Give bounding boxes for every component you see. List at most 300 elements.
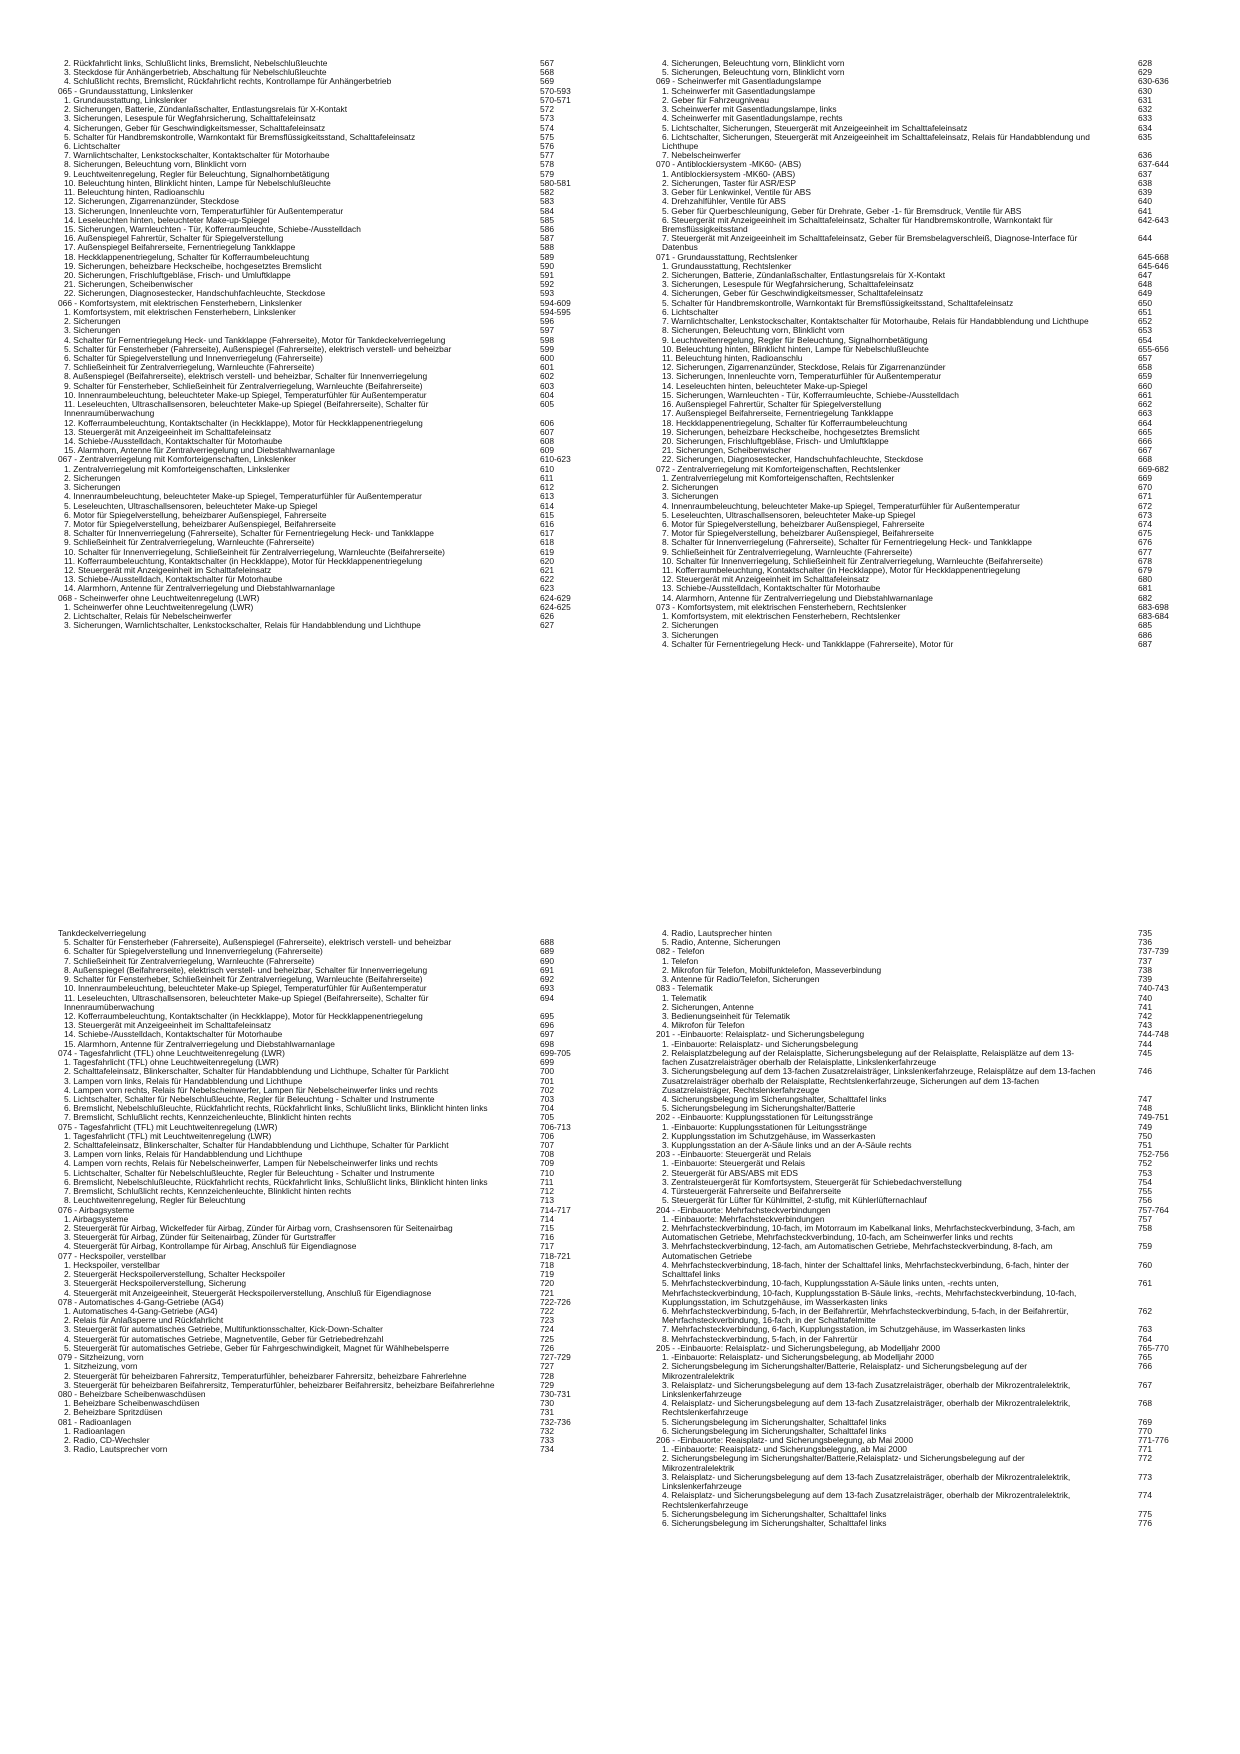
toc-entry-page: 644	[1138, 233, 1152, 244]
toc-entry-page: 774	[1138, 1490, 1152, 1501]
toc-entry-page: 731	[540, 1407, 554, 1418]
toc-entry-title: 2. Relais für Anlaßsperre und Rückfahrlicht	[64, 1315, 224, 1326]
toc-entry-page: 718-721	[540, 1250, 571, 1261]
toc-entry-title: 5. Lichtschalter, Sicherungen, Steuergerät mit Anzeigeeinheit im Schalttafeleinsatz	[662, 122, 968, 133]
toc-entry-page: 604	[540, 389, 554, 400]
toc-section-heading	[656, 984, 1180, 993]
toc-entry	[58, 474, 582, 483]
toc-entry-title: 7. Bremslicht, Schlußlicht rechts, Kennzeichenleuchte, Blinklicht hinten rechts	[64, 1186, 352, 1197]
toc-entry-page: 730	[540, 1398, 554, 1409]
toc-entry-title: 7. Steuergerät mit Anzeigeeinheit im Schalttafeleinsatz, Geber für Bremsbelagverschleiß, Diagnose-Interface für Datenbus	[662, 233, 1078, 253]
toc-entry-page: 617	[540, 528, 554, 539]
toc-entry-page: 752	[1138, 1158, 1152, 1169]
toc-entry-title: 7. Schließeinheit für Zentralverriegelung, Warnleuchte (Fahrerseite)	[64, 955, 315, 966]
toc-entry-title: 5. Steuergerät für automatisches Getriebe, Geber für Fahrgeschwindigkeit, Magnet für Wählhebelsperre	[64, 1342, 449, 1353]
toc-entry-page: 734	[540, 1444, 554, 1455]
toc-entry-page: 650	[1138, 297, 1152, 308]
toc-entry-title: 3. Lampen vorn links, Relais für Handabblendung und Lichthupe	[64, 1075, 303, 1086]
toc-entry-title: 20. Sicherungen, Frischluftgebläse, Frisch- und Umluftklappe	[64, 270, 291, 281]
toc-entry-title: 2. Steuergerät für beheizbaren Fahrersitz, Temperaturfühler, beheizbarer Fahrersitz, beheizbare Fahrerlehne	[64, 1370, 467, 1381]
toc-entry-title: 5. Mehrfachsteckverbindung, 10-fach, Kupplungsstation A-Säule links unten, -rechts unten, Mehrfachsteckverbindung, 10-fach, Kupplungsstation B-Säule links, -rechts, Mehrfachsteckverbindung, 10-fach, Kupplungsstation, im Schutzgehäuse, im Wasserkasten links	[662, 1278, 1077, 1307]
toc-entry-page: 763	[1138, 1324, 1152, 1335]
toc-entry-title: 3. Bedienungseinheit für Telematik	[662, 1010, 790, 1021]
toc-entry-page: 575	[540, 131, 554, 142]
toc-entry-title: 6. Schalter für Spiegelverstellung und Innenverriegelung (Fahrerseite)	[64, 353, 323, 363]
toc-entry-title: 9. Leuchtweitenregelung, Regler für Beleuchtung, Signalhornbetätigung	[64, 168, 330, 179]
toc-entry-title: 9. Leuchtweitenregelung, Regler für Beleuchtung, Signalhornbetätigung	[662, 334, 928, 345]
toc-entry-title: 11. Beleuchtung hinten, Radioanschlu	[64, 187, 205, 198]
toc-block-top-left	[58, 59, 582, 631]
toc-entry-title: 2. Sicherungen, Taster für ASR/ESP	[662, 177, 796, 188]
toc-entry-title: 2. Sicherungsbelegung im Sicherungshalter/Batterie, Relaisplatz- und Sicherungsbelegung auf der Mikrozentralelektrik	[662, 1361, 1028, 1381]
toc-entry	[656, 1049, 1180, 1067]
toc-entry-page: 672	[1138, 500, 1152, 511]
toc-entry-page: 621	[540, 565, 554, 576]
toc-entry-page: 717	[540, 1241, 554, 1252]
toc-entry-title: 21. Sicherungen, Scheibenwischer	[64, 279, 193, 290]
toc-entry-title: 6. Bremslicht, Nebelschlußleuchte, Rückfahrlicht rechts, Rückfahrlicht links, Schlußlicht links, Blinklicht hinten links	[64, 1103, 488, 1114]
toc-entry-page: 659	[1138, 371, 1152, 382]
toc-entry-page: 615	[540, 509, 554, 520]
toc-entry-page: 752-756	[1138, 1149, 1169, 1160]
toc-entry-page: 703	[540, 1093, 554, 1104]
toc-entry-title: 2. Sicherungen	[64, 316, 121, 327]
toc-entry-title: 070 - Antiblockiersystem -MK60- (ABS)	[656, 159, 802, 170]
toc-entry-page: 584	[540, 205, 554, 216]
toc-entry-title: 2. Schalttafeleinsatz, Blinkerschalter, Schalter für Handabblendung und Lichthupe, Schalter für Parklicht	[64, 1140, 449, 1151]
toc-entry-title: 1. Antiblockiersystem -MK60- (ABS)	[662, 168, 796, 179]
toc-entry-title: 1. Automatisches 4-Gang-Getriebe (AG4)	[64, 1305, 218, 1316]
toc-entry-page: 743	[1138, 1020, 1152, 1031]
toc-entry-title: 5. Sicherungsbelegung im Sicherungshalter/Batterie	[662, 1103, 856, 1114]
toc-entry-page: 746	[1138, 1066, 1152, 1077]
toc-entry-title: 5. Sicherungsbelegung im Sicherungshalter, Schalttafel links	[662, 1508, 887, 1519]
toc-entry-page: 699	[540, 1057, 554, 1068]
toc-entry-page: 689	[540, 946, 554, 957]
toc-entry-title: 3. Steckdose für Anhängerbetrieb, Abschaltung für Nebelschlußleuchte	[64, 67, 327, 78]
toc-entry	[656, 1242, 1180, 1260]
toc-entry-title: 2. Sicherungen, Antenne	[662, 1001, 754, 1012]
toc-entry-page: 677	[1138, 546, 1152, 557]
toc-entry-page: 655-656	[1138, 343, 1169, 354]
toc-entry-page: 582	[540, 187, 554, 198]
toc-entry	[656, 1454, 1180, 1472]
toc-entry-title: 10. Schalter für Innenverriegelung, Schließeinheit für Zentralverriegelung, Warnleuchte (Beifahrerseite)	[662, 555, 1043, 566]
toc-entry-page: 715	[540, 1223, 554, 1233]
toc-entry	[656, 474, 1180, 483]
toc-entry-title: 2. Sicherungen, Batterie, Zündanlaßschalter, Entlastungsrelais für X-Kontakt	[662, 270, 946, 281]
toc-entry-page: 725	[540, 1333, 554, 1344]
toc-entry-title: 4. Innenraumbeleuchtung, beleuchteter Make-up Spiegel, Temperaturfühler für Außentemperatur	[64, 491, 422, 502]
toc-entry-page: 727	[540, 1361, 554, 1372]
toc-entry-title: 201 - -Einbauorte: Relaisplatz- und Sicherungsbelegung	[656, 1029, 865, 1040]
toc-entry-title: 076 - Airbagsysteme	[58, 1204, 135, 1215]
toc-entry-page: 714-717	[540, 1204, 571, 1215]
toc-entry-page: 693	[540, 983, 554, 994]
toc-entry-title: 7. Bremslicht, Schlußlicht rechts, Kennzeichenleuchte, Blinklicht hinten rechts	[64, 1112, 352, 1123]
toc-entry-title: 5. Radio, Antenne, Sicherungen	[662, 937, 781, 948]
toc-entry-page: 775	[1138, 1508, 1152, 1519]
toc-entry-page: 690	[540, 955, 554, 966]
toc-entry-title: 074 - Tagesfahrlicht (TFL) ohne Leuchtweitenregelung (LWR)	[58, 1047, 285, 1058]
toc-entry-title: 069 - Scheinwerfer mit Gasentladungslampe	[656, 76, 822, 87]
toc-entry-page: 665	[1138, 426, 1152, 437]
toc-entry-title: 2. Steuergerät für ABS/ABS mit EDS	[662, 1167, 798, 1178]
toc-entry-page: 592	[540, 279, 554, 290]
toc-entry-page: 704	[540, 1103, 554, 1114]
toc-section-heading	[58, 1206, 582, 1215]
toc-entry-page: 737-739	[1138, 946, 1169, 957]
toc-entry-title: 3. Steuergerät für automatisches Getriebe, Multifunktionsschalter, Kick-Down-Schalter	[64, 1324, 383, 1335]
toc-entry-title: 17. Außenspiegel Beifahrerseite, Fernentriegelung Tankklappe	[64, 242, 296, 253]
toc-entry-title: 073 - Komfortsystem, mit elektrischen Fensterhebern, Rechtslenker	[656, 601, 907, 612]
toc-entry-page: 637	[1138, 168, 1152, 179]
toc-entry-page: 771-776	[1138, 1435, 1169, 1446]
toc-entry-title: 081 - Radioanlagen	[58, 1416, 132, 1427]
toc-entry-page: 606	[540, 417, 554, 428]
toc-entry-title: 12. Kofferraumbeleuchtung, Kontaktschalter (in Heckklappe), Motor für Heckklappenentriegelung	[64, 417, 423, 428]
toc-entry-page: 661	[1138, 389, 1152, 400]
toc-entry-title: 3. Geber für Lenkwinkel, Ventile für ABS	[662, 187, 811, 198]
toc-entry-page: 649	[1138, 288, 1152, 299]
toc-entry-title: 066 - Komfortsystem, mit elektrischen Fensterhebern, Linkslenker	[58, 297, 302, 308]
toc-entry-title: 3. Zentralsteuergerät für Komfortsystem, Steuergerät für Schiebedachverstellung	[662, 1176, 962, 1187]
toc-entry-title: 4. Steuergerät für Airbag, Kontrollampe für Airbag, Anschluß für Eigendiagnose	[64, 1241, 357, 1252]
toc-entry-title: 17. Außenspiegel Beifahrerseite, Fernentriegelung Tankklappe	[662, 408, 894, 419]
toc-entry-title: 9. Schalter für Fensterheber, Schließeinheit für Zentralverriegelung, Warnleuchte (Beifahrerseite)	[64, 974, 423, 985]
toc-entry-page: 587	[540, 233, 554, 244]
toc-entry-page: 616	[540, 518, 554, 529]
toc-entry-page: 733	[540, 1435, 554, 1446]
toc-entry-page: 732-736	[540, 1416, 571, 1427]
toc-entry-page: 577	[540, 150, 554, 161]
toc-entry-page: 647	[1138, 270, 1152, 281]
toc-entry-title: 1. Tagesfahrlicht (TFL) mit Leuchtweitenregelung (LWR)	[64, 1130, 272, 1141]
toc-entry-page: 620	[540, 555, 554, 566]
toc-entry-title: 10. Innenraumbeleuchtung, beleuchteter Make-up Spiegel, Temperaturfühler für Außentemperatur	[64, 389, 427, 400]
toc-entry-title: 4. Sicherungen, Geber für Geschwindigkeitsmesser, Schalttafeleinsatz	[64, 122, 326, 133]
toc-entry-title: 10. Beleuchtung hinten, Blinklicht hinten, Lampe für Nebelschlußleuchte	[64, 177, 331, 188]
toc-entry-title: 1. Radioanlagen	[64, 1425, 126, 1436]
toc-entry-page: 701	[540, 1075, 554, 1086]
toc-entry-title: 2. Steuergerät Heckspoilerverstellung, Schalter Heckspoiler	[64, 1269, 286, 1280]
toc-entry-page: 714	[540, 1213, 554, 1224]
toc-entry-page: 570-571	[540, 94, 571, 105]
toc-entry-title: 3. Sicherungen, Warnlichtschalter, Lenkstockschalter, Relais für Handabblendung und Lichthupe	[64, 620, 421, 631]
toc-entry-title: 4. Scheinwerfer mit Gasentladungslampe, rechts	[662, 113, 843, 124]
toc-entry	[656, 1519, 1180, 1528]
toc-entry-page: 635	[1138, 131, 1152, 142]
toc-entry-title: 1. -Einbauorte: Steuergerät und Relais	[662, 1158, 805, 1169]
toc-entry-title: 16. Außenspiegel Fahrertür, Schalter für Spiegelverstellung	[662, 399, 882, 410]
toc-entry-title: 1. Komfortsystem, mit elektrischen Fensterhebern, Rechtslenker	[662, 611, 901, 622]
toc-entry-page: 761	[1138, 1278, 1152, 1289]
toc-entry-title: 4. Drehzahlfühler, Ventile für ABS	[662, 196, 786, 207]
toc-entry-title: 13. Steuergerät mit Anzeigeeinheit im Schalttafeleinsatz	[64, 426, 272, 437]
toc-entry-title: 6. Schalter für Spiegelverstellung und Innenverriegelung (Fahrerseite)	[64, 946, 323, 957]
toc-entry-page: 594-609	[540, 297, 571, 308]
toc-entry-title: 7. Mehrfachsteckverbindung, 6-fach, Kupplungsstation, im Schutzgehäuse, im Wasserkasten links	[662, 1324, 1026, 1335]
toc-entry-title: 4. Sicherungen, Geber für Geschwindigkeitsmesser, Schalttafeleinsatz	[662, 288, 924, 299]
toc-entry-page: 627	[540, 620, 554, 631]
toc-entry-title: 068 - Scheinwerfer ohne Leuchtweitenregelung (LWR)	[58, 592, 260, 603]
toc-entry-title: 4. Steuergerät mit Anzeigeeinheit, Steuergerät Heckspoilerverstellung, Anschluß für Eigendiagnose	[64, 1287, 432, 1298]
toc-entry	[656, 234, 1180, 252]
toc-entry	[656, 1279, 1180, 1307]
toc-entry-page: 735	[1138, 928, 1152, 938]
toc-entry-page: 612	[540, 482, 554, 493]
toc-entry-title: 8. Außenspiegel (Beifahrerseite), elektrisch verstell- und beheizbar, Schalter für Innenverriegelung	[64, 371, 428, 382]
toc-entry-title: 079 - Sitzheizung, vorn	[58, 1352, 144, 1363]
toc-entry-title: 3. Lampen vorn links, Relais für Handabblendung und Lichthupe	[64, 1149, 303, 1160]
toc-entry-page: 742	[1138, 1010, 1152, 1021]
toc-entry-page: 755	[1138, 1186, 1152, 1197]
toc-entry	[656, 1362, 1180, 1380]
toc-entry-page: 721	[540, 1287, 554, 1298]
toc-entry-title: 2. Relaisplatzbelegung auf der Relaisplatte, Sicherungsbelegung auf der Relaisplatte, Relaisplätze auf dem 13-fachen Zusatzrelaisträger oberhalb der Relaisplatte, Linkslenkerfahrzeuge	[662, 1047, 1075, 1068]
toc-entry-page: 711	[540, 1176, 554, 1187]
toc-entry-title: 22. Sicherungen, Diagnosestecker, Handschuhfachleuchte, Steckdose	[64, 288, 326, 299]
toc-entry	[58, 308, 582, 317]
toc-entry-title: 9. Schließeinheit für Zentralverriegelung, Warnleuchte (Fahrerseite)	[662, 546, 913, 557]
toc-entry-page: 611	[540, 472, 554, 483]
toc-entry-page: 597	[540, 325, 554, 336]
toc-entry-page: 745	[1138, 1047, 1152, 1058]
toc-entry-page: 666	[1138, 435, 1152, 446]
toc-entry	[656, 216, 1180, 234]
toc-entry-title: 4. Relaisplatz- und Sicherungsbelegung auf dem 13-fach Zusatzrelaisträger, oberhalb der Mikrozentralelektrik, Rechtslenkerfahrzeuge	[662, 1490, 1071, 1510]
toc-entry-title: 3. Steuergerät Heckspoilerverstellung, Sicherung	[64, 1278, 247, 1289]
toc-entry-title: 4. Sicherungsbelegung im Sicherungshalter, Schalttafel links	[662, 1093, 887, 1104]
toc-entry-title: 1. Airbagsysteme	[64, 1213, 129, 1224]
toc-entry-page: 708	[540, 1149, 554, 1160]
toc-entry-title: 13. Schiebe-/Ausstelldach, Kontaktschalter für Motorhaube	[64, 574, 283, 585]
toc-entry-title: 7. Motor für Spiegelverstellung, beheizbarer Außenspiegel, Beifahrerseite	[64, 518, 336, 529]
toc-entry-title: 3. Scheinwerfer mit Gasentladungslampe, links	[662, 104, 837, 115]
toc-entry-page: 634	[1138, 122, 1152, 133]
toc-entry-title: 202 - -Einbauorte: Kupplungsstationen für Leitungsstränge	[656, 1112, 873, 1123]
toc-entry-page: 610-623	[540, 454, 571, 465]
toc-entry-page: 722	[540, 1305, 554, 1316]
toc-entry-title: 14. Leseleuchten hinten, beleuchteter Make-up-Spiegel	[662, 380, 868, 391]
toc-block-bottom-left	[58, 929, 582, 1454]
toc-entry-title: 5. Steuergerät für Lüfter für Kühlmittel, 2-stufig, mit Kühlerlüfternachlauf	[662, 1195, 927, 1206]
toc-entry-title: 10. Innenraumbeleuchtung, beleuchteter Make-up Spiegel, Temperaturfühler für Außentemperatur	[64, 983, 427, 994]
toc-entry-page: 771	[1138, 1444, 1152, 1455]
toc-entry-page: 576	[540, 140, 554, 151]
toc-entry-page: 710	[540, 1167, 554, 1178]
toc-entry-title: 075 - Tagesfahrlicht (TFL) mit Leuchtweitenregelung (LWR)	[58, 1121, 278, 1132]
toc-entry-page: 600	[540, 353, 554, 363]
toc-entry-page: 572	[540, 104, 554, 115]
toc-entry-page: 757-764	[1138, 1204, 1169, 1215]
toc-entry	[58, 133, 582, 142]
toc-entry	[656, 1491, 1180, 1509]
toc-block-top-right	[656, 59, 1180, 649]
toc-entry-page: 601	[540, 362, 554, 373]
toc-entry-title: 4. Steuergerät für automatisches Getriebe, Magnetventile, Geber für Getriebedrehzahl	[64, 1333, 384, 1344]
toc-entry-title: 6. Sicherungsbelegung im Sicherungshalter, Schalttafel links	[662, 1518, 887, 1528]
toc-block-bottom-right	[656, 929, 1180, 1528]
toc-entry-title: 15. Alarmhorn, Antenne für Zentralverriegelung und Diebstahlwarnanlage	[64, 1038, 335, 1049]
toc-entry-page: 776	[1138, 1518, 1152, 1528]
toc-entry-title: 5. Schalter für Fensterheber (Fahrerseite), Außenspiegel (Fahrerseite), elektrisch verstell- und beheizbar	[64, 343, 452, 354]
toc-entry-page: 609	[540, 445, 554, 456]
toc-entry-page: 739	[1138, 974, 1152, 985]
toc-entry-title: 1. Beheizbare Scheibenwaschdüsen	[64, 1398, 200, 1409]
toc-entry-page: 654	[1138, 334, 1152, 345]
toc-entry-page: 691	[540, 964, 554, 975]
toc-entry-title: 6. Lichtschalter	[64, 140, 121, 151]
toc-entry-title: 3. Steuergerät für Airbag, Zünder für Seitenairbag, Zünder für Gurtstraffer	[64, 1232, 336, 1243]
toc-entry-page: 580-581	[540, 177, 571, 188]
toc-entry-page: 757	[1138, 1213, 1152, 1224]
toc-entry-page: 702	[540, 1084, 554, 1095]
toc-entry-page: 764	[1138, 1333, 1152, 1344]
toc-entry-title: 14. Alarmhorn, Antenne für Zentralverriegelung und Diebstahlwarnanlage	[64, 583, 335, 594]
toc-entry-page: 639	[1138, 187, 1152, 198]
toc-entry	[58, 400, 582, 418]
toc-entry-title: 11. Beleuchtung hinten, Radioanschlu	[662, 353, 803, 363]
toc-entry-title: 072 - Zentralverriegelung mit Komforteigenschaften, Rechtslenker	[656, 463, 901, 474]
toc-entry-page: 610	[540, 463, 554, 474]
toc-entry-title: 1. -Einbauorte: Relaisplatz- und Sicherungsbelegung, ab Modelljahr 2000	[662, 1352, 934, 1363]
toc-entry-page: 670	[1138, 482, 1152, 493]
toc-entry-page: 624-629	[540, 592, 571, 603]
toc-entry-page: 688	[540, 937, 554, 948]
toc-entry-page: 749-751	[1138, 1112, 1169, 1123]
toc-entry-title: 205 - -Einbauorte: Relaisplatz- und Sicherungsbelegung, ab Modelljahr 2000	[656, 1342, 941, 1353]
toc-entry-title: 14. Leseleuchten hinten, beleuchteter Make-up-Spiegel	[64, 214, 270, 225]
toc-entry-page: 585	[540, 214, 554, 225]
toc-entry-page: 697	[540, 1029, 554, 1040]
toc-entry-title: 4. Schlußlicht rechts, Bremslicht, Rückfahrlicht rechts, Kontrollampe für Anhängerbetrieb	[64, 76, 392, 87]
toc-entry-page: 724	[540, 1324, 554, 1335]
toc-entry-page: 767	[1138, 1379, 1152, 1390]
toc-entry-page: 695	[540, 1010, 554, 1021]
toc-entry-page: 669	[1138, 472, 1152, 483]
toc-entry-title: 8. Sicherungen, Beleuchtung vorn, Blinklicht vorn	[662, 325, 845, 336]
toc-entry-title: 204 - -Einbauorte: Mehrfachsteckverbindungen	[656, 1204, 831, 1215]
toc-entry-title: 3. Sicherungen, Lesespule für Wegfahrsicherung, Schalttafeleinsatz	[662, 279, 914, 290]
toc-entry-page: 588	[540, 242, 554, 253]
toc-entry-title: 4. Relaisplatz- und Sicherungsbelegung auf dem 13-fach Zusatzrelaisträger, oberhalb der Mikrozentralelektrik, Rechtslenkerfahrzeuge	[662, 1398, 1071, 1418]
toc-entry-title: 206 - -Einbauorte: Reaisplatz- und Sicherungsbelegung, ab Mai 2000	[656, 1435, 913, 1446]
toc-entry-page: 719	[540, 1269, 554, 1280]
toc-entry-page: 626	[540, 611, 554, 622]
toc-entry-page: 772	[1138, 1453, 1152, 1464]
toc-entry-page: 607	[540, 426, 554, 437]
toc-entry	[656, 133, 1180, 151]
toc-entry-page: 608	[540, 435, 554, 446]
toc-entry-title: 5. Schalter für Handbremskontrolle, Warnkontakt für Bremsflüssigkeitsstand, Schalttafeleinsatz	[64, 131, 416, 142]
toc-entry-page: 590	[540, 260, 554, 271]
toc-entry-page: 686	[1138, 629, 1152, 640]
toc-entry-title: 5. Geber für Querbeschleunigung, Geber für Drehrate, Geber -1- für Bremsdruck, Ventile für ABS	[662, 205, 1022, 216]
toc-entry-page: 726	[540, 1342, 554, 1353]
toc-entry-title: 065 - Grundausstattung, Linkslenker	[58, 85, 194, 96]
toc-entry-title: 2. Kupplungsstation im Schutzgehäuse, im Wasserkasten	[662, 1130, 876, 1141]
toc-entry-page: 758	[1138, 1223, 1152, 1233]
toc-entry-title: 1. Scheinwerfer mit Gasentladungslampe	[662, 85, 816, 96]
toc-entry-page: 681	[1138, 583, 1152, 594]
toc-entry-title: 8. Schalter für Innenverriegelung (Fahrerseite), Schalter für Fernentriegelung Heck- und Tankklappe	[64, 528, 434, 539]
toc-entry-title: 14. Alarmhorn, Antenne für Zentralverriegelung und Diebstahlwarnanlage	[662, 592, 933, 603]
toc-entry-page: 660	[1138, 380, 1152, 391]
toc-entry-title: 15. Sicherungen, Warnleuchten - Tür, Kofferraumleuchte, Schiebe-/Ausstelldach	[662, 389, 959, 400]
toc-entry-page: 637-644	[1138, 159, 1169, 170]
toc-entry-title: 3. Sicherungen	[662, 629, 719, 640]
toc-entry-page: 613	[540, 491, 554, 502]
toc-entry-page: 648	[1138, 279, 1152, 290]
toc-entry-title: 2. Radio, CD-Wechsler	[64, 1435, 150, 1446]
toc-entry-title: 7. Motor für Spiegelverstellung, beheizbarer Außenspiegel, Beifahrerseite	[662, 528, 934, 539]
toc-entry-title: 5. Leseleuchten, Ultraschallsensoren, beleuchteter Make-up Spiegel	[662, 509, 916, 520]
toc-entry	[58, 1445, 582, 1454]
toc-entry-page: 675	[1138, 528, 1152, 539]
toc-entry-page: 768	[1138, 1398, 1152, 1409]
toc-entry-title: 8. Leuchtweitenregelung, Regler für Beleuchtung	[64, 1195, 246, 1206]
toc-entry-title: 14. Schiebe-/Ausstelldach, Kontaktschalter für Motorhaube	[64, 1029, 283, 1040]
toc-entry-page: 589	[540, 251, 554, 262]
toc-entry-page: 705	[540, 1112, 554, 1123]
toc-entry-title: 2. Mehrfachsteckverbindung, 10-fach, im Motorraum im Kabelkanal links, Mehrfachsteckverbindung, 3-fach, am Automatischen Getriebe, Mehrfachsteckverbindung, 10-fach, am Scheinwerfer links und rechts	[662, 1223, 1075, 1243]
toc-entry-title: 1. Grundausstattung, Linkslenker	[64, 94, 187, 105]
toc-entry-title: 4. Schalter für Fernentriegelung Heck- und Tankklappe (Fahrerseite), Motor für Tankdeckelverriegelung	[64, 334, 446, 345]
toc-entry-page: 748	[1138, 1103, 1152, 1114]
toc-entry-page: 740	[1138, 992, 1152, 1003]
toc-entry-page: 729	[540, 1379, 554, 1390]
toc-entry-title: 4. Mikrofon für Telefon	[662, 1020, 745, 1031]
toc-entry	[656, 1261, 1180, 1279]
toc-entry-page: 583	[540, 196, 554, 207]
toc-entry-title: 19. Sicherungen, beheizbare Heckscheibe, hochgesetztes Bremslicht	[662, 426, 920, 437]
toc-entry-title: 15. Alarmhorn, Antenne für Zentralverriegelung und Diebstahlwarnanlage	[64, 445, 335, 456]
toc-entry-page: 727-729	[540, 1352, 571, 1363]
toc-entry-title: 1. -Einbauorte: Mehrfachsteckverbindungen	[662, 1213, 825, 1224]
toc-entry	[58, 465, 582, 474]
toc-entry-title: 3. Kupplungsstation an der A-Säule links und an der A-Säule rechts	[662, 1140, 912, 1151]
toc-entry-title: 13. Steuergerät mit Anzeigeeinheit im Schalttafeleinsatz	[64, 1020, 272, 1031]
toc-entry-page: 685	[1138, 620, 1152, 631]
toc-entry	[656, 1067, 1180, 1095]
toc-entry-title: 078 - Automatisches 4-Gang-Getriebe (AG4)	[58, 1296, 224, 1307]
toc-entry-page: 624-625	[540, 601, 571, 612]
toc-entry-page: 567	[540, 58, 554, 68]
toc-entry-page: 629	[1138, 67, 1152, 78]
toc-entry-title: 2. Steuergerät für Airbag, Wickelfeder für Airbag, Zünder für Airbag vorn, Crashsensoren für Seitenairbag	[64, 1223, 453, 1233]
toc-entry-title: 10. Beleuchtung hinten, Blinklicht hinten, Lampe für Nebelschlußleuchte	[662, 343, 929, 354]
toc-entry-title: 2. Mikrofon für Telefon, Mobilfunktelefon, Masseverbindung	[662, 964, 882, 975]
toc-entry-page: 652	[1138, 316, 1152, 327]
toc-entry	[656, 483, 1180, 492]
toc-entry-title: 22. Sicherungen, Diagnosestecker, Handschuhfachleuchte, Steckdose	[662, 454, 924, 465]
toc-entry-page: 683-698	[1138, 601, 1169, 612]
toc-entry-page: 658	[1138, 362, 1152, 373]
toc-entry-title: 6. Sicherungsbelegung im Sicherungshalter, Schalttafel links	[662, 1425, 887, 1436]
toc-entry-page: 760	[1138, 1259, 1152, 1270]
toc-entry-title: 7. Warnlichtschalter, Lenkstockschalter, Kontaktschalter für Motorhaube	[64, 150, 330, 161]
toc-entry-title: 7. Nebelscheinwerfer	[662, 150, 741, 161]
toc-entry-page: 736	[1138, 937, 1152, 948]
toc-entry-page: 664	[1138, 417, 1152, 428]
toc-entry	[656, 1307, 1180, 1325]
toc-entry-title: 4. Schalter für Fernentriegelung Heck- und Tankklappe (Fahrerseite), Motor für	[662, 638, 954, 649]
toc-entry-page: 619	[540, 546, 554, 557]
toc-entry-page: 586	[540, 223, 554, 234]
toc-entry-page: 730-731	[540, 1388, 571, 1399]
toc-entry-title: 18. Heckklappenentriegelung, Schalter für Kofferraumbeleuchtung	[662, 417, 908, 428]
